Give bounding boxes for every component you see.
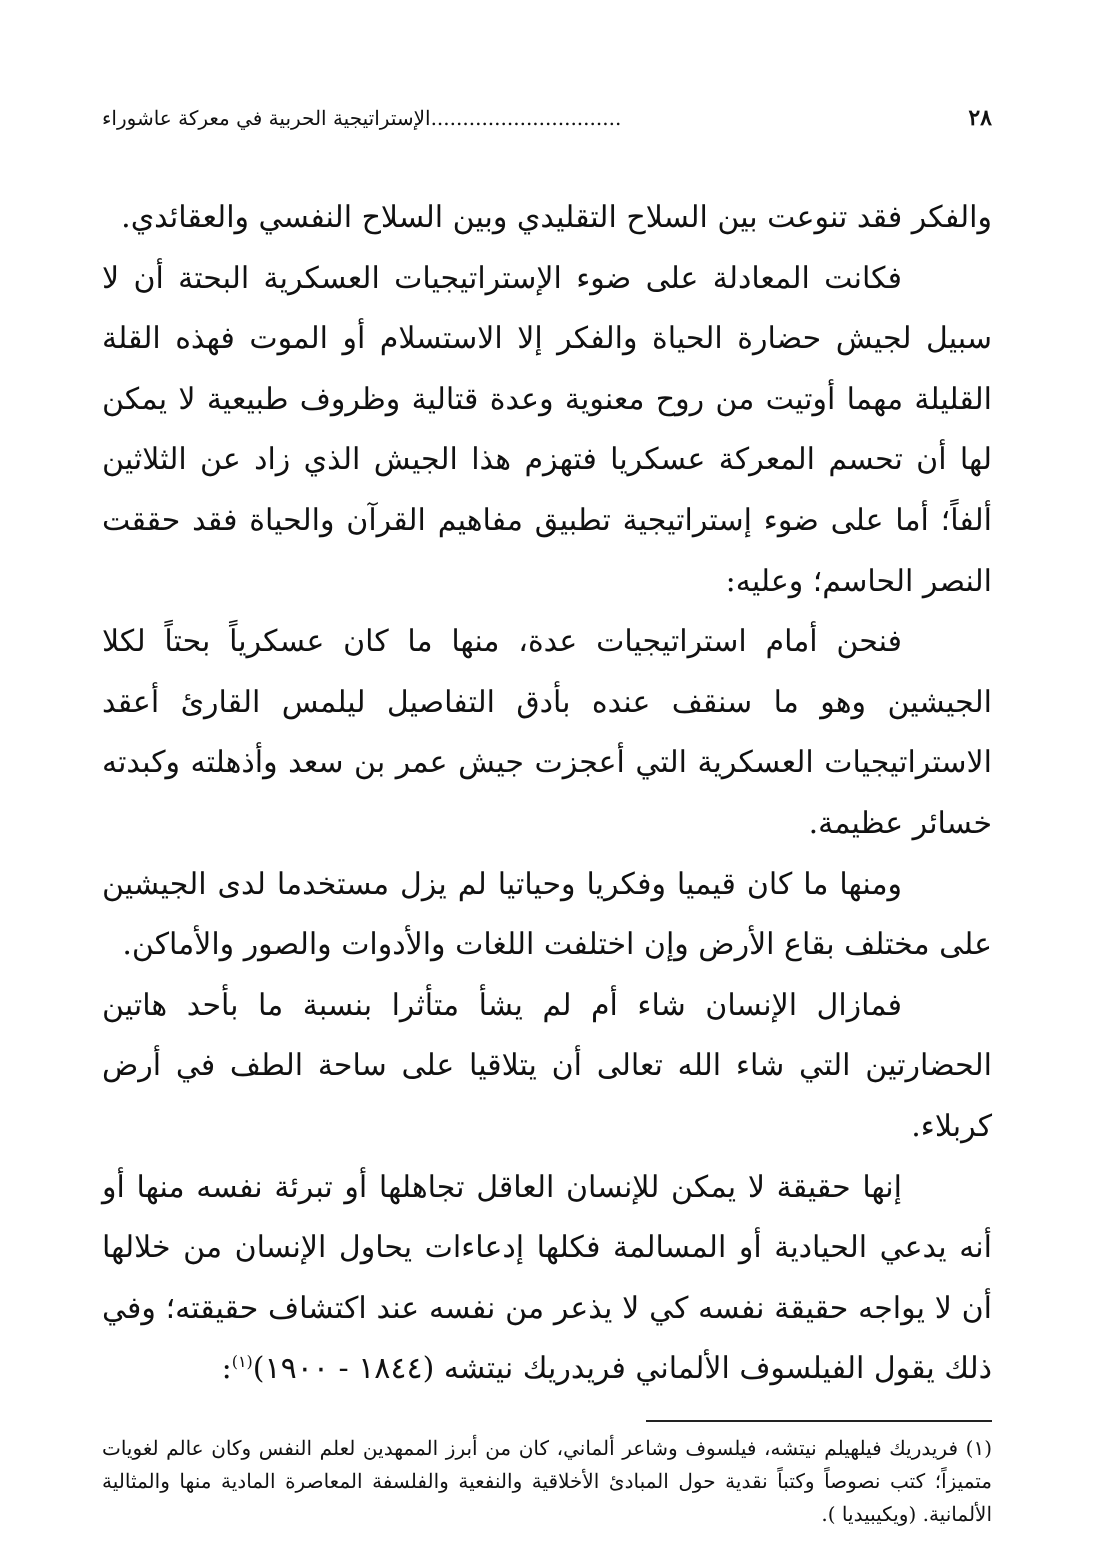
footnotes [102,1432,992,1531]
running-header [102,100,992,136]
body-text [102,188,992,1400]
paragraph: فكانت المعادلة على ضوء الإستراتيجيات العسكرية البحتة أن لا سبيل لجيش حضارة الحياة والفكر إلا الاستسلام أو الموت فهذه القلة القليلة مهما أوتيت من روح معنوية وعدة قتالية وظروف طبيعية لا يمكن لها أن تحسم المعركة عسكريا فتهزم هذا الجيش الذي زاد عن الثلاثين ألفاً؛ أما على ضوء إستراتيجية تطبيق مفاهيم القرآن والحياة فقد حققت النصر الحاسم؛ وعليه: [102,260,992,599]
header-dots: .............................. [430,106,622,130]
paragraph-end-colon: : [221,1351,232,1387]
paragraph-text: إنها حقيقة لا يمكن للإنسان العاقل تجاهلها أو تبرئة نفسه منها أو أنه يدعي الحيادية أو المسالمة فكلها إدعاءات يحاول الإنسان من خلالها أن لا يواجه حقيقة نفسه كي لا يذعر من نفسه عند اكتشاف حقيقته؛ وفي ذلك يقول الفيلسوف الألماني فريدريك نيتشه (١٨٤٤ - ١٩٠٠) [102,1169,992,1387]
paragraph: والفكر فقد تنوعت بين السلاح التقليدي وبين السلاح النفسي والعقائدي. [121,200,992,235]
page-number: ٢٨ [968,105,992,131]
header-title [102,100,621,136]
footnote-reference[interactable]: (١) [231,1352,253,1372]
footnote-item: (١) فريدريك فيلهيلم نيتشه، فيلسوف وشاعر ألماني، كان من أبرز الممهدين لعلم النفس وكان عالم لغويات متميزاً؛ كتب نصوصاً وكتباً نقدية حول المبادئ الأخلاقية والنفعية والفلسفة المعاصرة المادية منها والمثالية الألمانية. (ويكيبيديا ). [102,1435,993,1526]
document-page [102,100,992,1531]
paragraph: فمازال الإنسان شاء أم لم يشأ متأثرا بنسبة ما بأحد هاتين الحضارتين التي شاء الله تعالى أن يتلاقيا على ساحة الطف في أرض كربلاء. [102,987,992,1144]
paragraph: فنحن أمام استراتيجيات عدة، منها ما كان عسكرياً بحتاً لكلا الجيشين وهو ما سنقف عنده بأدق التفاصيل ليلمس القارئ أعقد الاستراتيجيات العسكرية التي أعجزت جيش عمر بن سعد وأذهلته وكبدته خسائر عظيمة. [102,624,992,841]
paragraph-with-footnote [102,1158,992,1400]
paragraph: ومنها ما كان قيميا وفكريا وحياتيا لم يزل مستخدما لدى الجيشين على مختلف بقاع الأرض وإن اختلفت اللغات والأدوات والصور والأماكن. [102,866,992,963]
header-title-text: الإستراتيجية الحربية في معركة عاشوراء [102,106,431,130]
footnote-divider [646,1420,992,1422]
